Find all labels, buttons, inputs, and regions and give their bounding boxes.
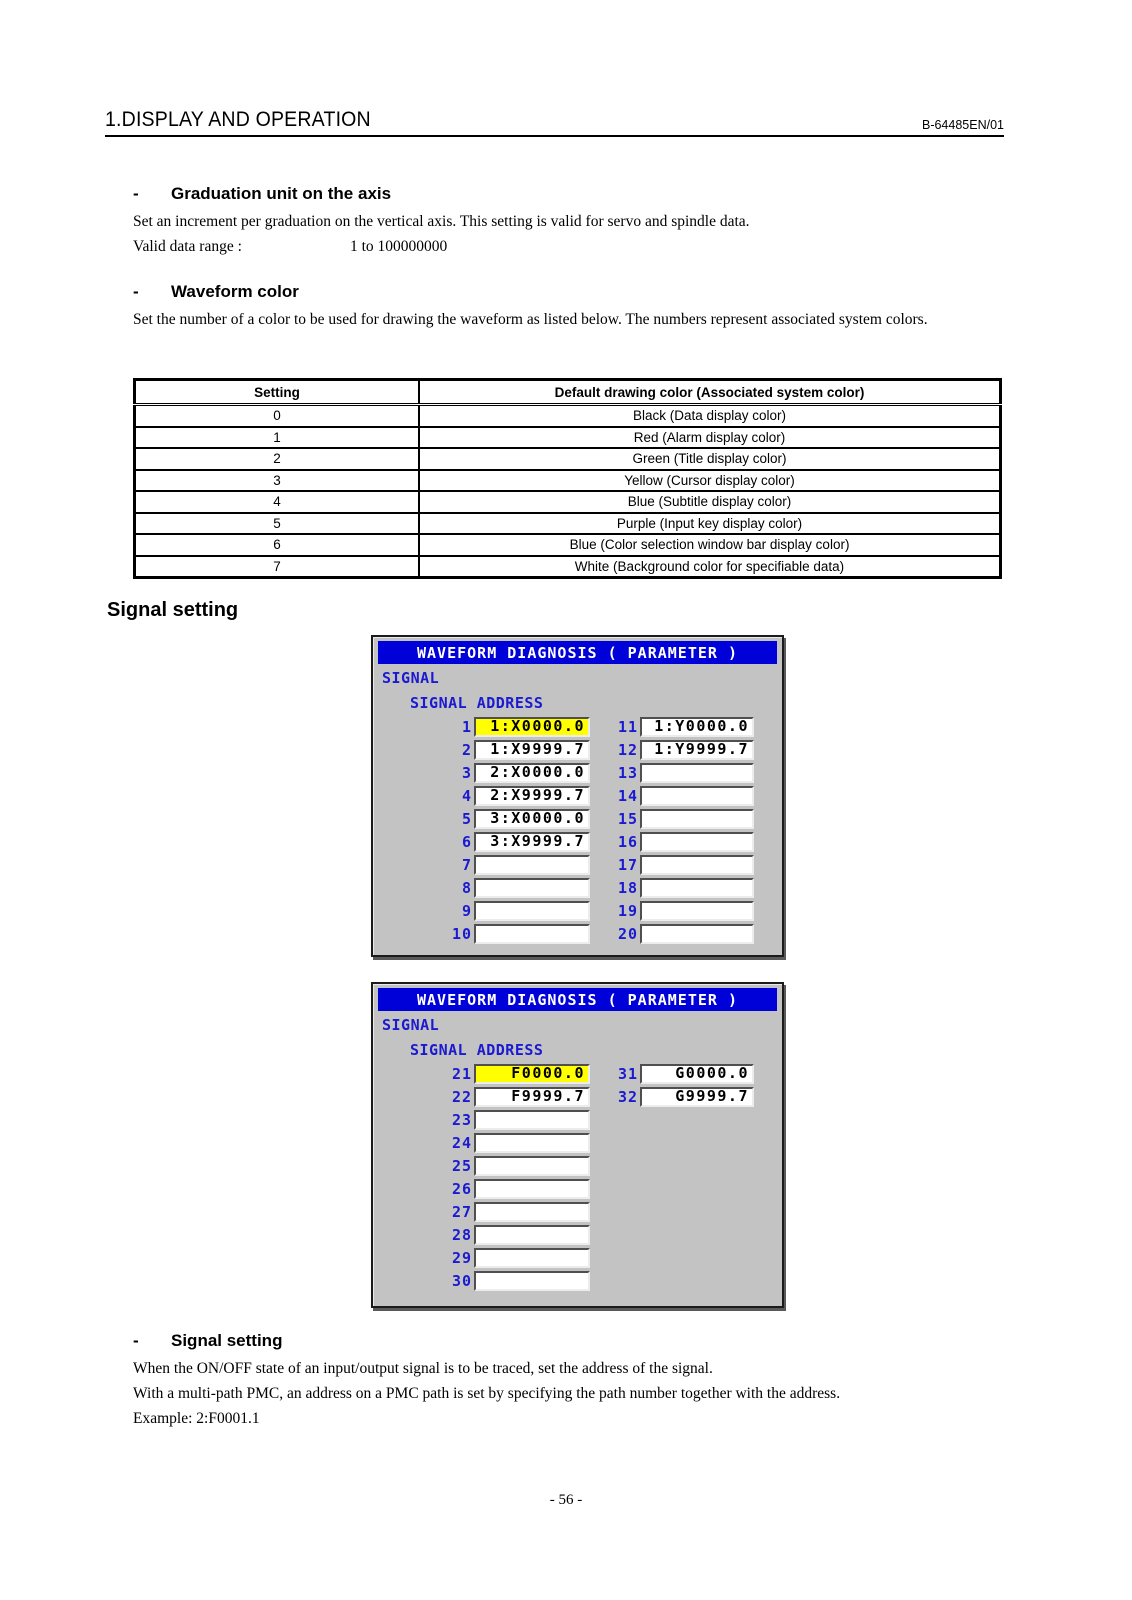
- signal-value-box[interactable]: [474, 1110, 590, 1130]
- signal-value-box[interactable]: [640, 878, 754, 898]
- signal-rows: [375, 717, 782, 944]
- table-row: [135, 427, 1001, 449]
- signal-number: 18: [617, 879, 638, 897]
- signal-row: [375, 878, 782, 898]
- section-body: Set an increment per graduation on the vertical axis. This setting is valid for servo and spindle data.: [133, 213, 750, 230]
- signal-number: 13: [617, 764, 638, 782]
- signal-value-box[interactable]: [640, 901, 754, 921]
- table-row: [135, 513, 1001, 535]
- signal-value-box[interactable]: G0000.0: [640, 1064, 754, 1084]
- table-row: [135, 556, 1001, 578]
- setting-cell: 1: [135, 427, 420, 449]
- signal-value-box[interactable]: [640, 763, 754, 783]
- table-header-row: [135, 380, 1001, 405]
- signal-value-box[interactable]: [474, 1248, 590, 1268]
- table-row: [135, 491, 1001, 513]
- heading-text: Signal setting: [171, 1331, 283, 1350]
- color-cell: Yellow (Cursor display color): [419, 470, 1001, 492]
- signal-value-box[interactable]: [474, 1271, 590, 1291]
- color-cell: Purple (Input key display color): [419, 513, 1001, 535]
- signal-value-box[interactable]: [474, 878, 590, 898]
- signal-number: 3: [461, 764, 472, 782]
- signal-address-label: SIGNAL ADDRESS: [410, 1041, 544, 1059]
- example-text: Example: 2:F0001.1: [133, 1410, 260, 1427]
- section-body: Set the number of a color to be used for drawing the waveform as listed below. The numbers represent associated system colors.: [133, 311, 928, 328]
- color-cell: White (Background color for specifiable data): [419, 556, 1001, 578]
- col-header-color: Default drawing color (Associated system color): [419, 380, 1001, 405]
- signal-number: 27: [451, 1203, 472, 1221]
- signal-value-box[interactable]: [474, 924, 590, 944]
- signal-value-box[interactable]: 1:Y0000.0: [640, 717, 754, 737]
- signal-number: 24: [451, 1134, 472, 1152]
- signal-value-box[interactable]: G9999.7: [640, 1087, 754, 1107]
- signal-value-box[interactable]: [474, 1156, 590, 1176]
- signal-row: [375, 855, 782, 875]
- waveform-color-table: [133, 378, 1002, 579]
- signal-number: 16: [617, 833, 638, 851]
- page-header: [105, 108, 1004, 137]
- chapter-title: 1.DISPLAY AND OPERATION: [105, 108, 371, 131]
- signal-value-box[interactable]: 2:X0000.0: [474, 763, 590, 783]
- signal-setting-heading: Signal setting: [107, 599, 239, 621]
- signal-number: 23: [451, 1111, 472, 1129]
- signal-number: 17: [617, 856, 638, 874]
- setting-cell: 5: [135, 513, 420, 535]
- setting-cell: 6: [135, 534, 420, 556]
- signal-value-box[interactable]: [640, 832, 754, 852]
- signal-row: [375, 1225, 782, 1245]
- signal-number: 11: [617, 718, 638, 736]
- section-graduation-unit: [133, 183, 1003, 259]
- signal-value-box[interactable]: 1:X9999.7: [474, 740, 590, 760]
- signal-number: 20: [617, 925, 638, 943]
- signal-number: 21: [451, 1065, 472, 1083]
- signal-number: 9: [461, 902, 472, 920]
- signal-row: [375, 1271, 782, 1291]
- signal-number: 26: [451, 1180, 472, 1198]
- signal-number: 1: [461, 718, 472, 736]
- color-cell: Red (Alarm display color): [419, 427, 1001, 449]
- setting-cell: 4: [135, 491, 420, 513]
- valid-data-range-row: [133, 234, 1003, 259]
- heading-dash: -: [133, 1331, 139, 1350]
- signal-row: [375, 1110, 782, 1130]
- signal-row: [375, 1202, 782, 1222]
- signal-number: 10: [451, 925, 472, 943]
- signal-value-box[interactable]: [640, 924, 754, 944]
- signal-number: 8: [461, 879, 472, 897]
- color-cell: Green (Title display color): [419, 448, 1001, 470]
- table-row: [135, 405, 1001, 427]
- signal-row: [375, 786, 782, 806]
- signal-number: 4: [461, 787, 472, 805]
- signal-label: SIGNAL: [382, 669, 440, 687]
- signal-number: 22: [451, 1088, 472, 1106]
- signal-row: [375, 1179, 782, 1199]
- signal-number: 30: [451, 1272, 472, 1290]
- screen-title-bar: WAVEFORM DIAGNOSIS ( PARAMETER ): [378, 988, 777, 1011]
- signal-value-box[interactable]: [474, 901, 590, 921]
- signal-value-box[interactable]: [474, 1179, 590, 1199]
- signal-value-box[interactable]: [474, 1202, 590, 1222]
- range-label: Valid data range :: [133, 238, 242, 255]
- signal-number: 28: [451, 1226, 472, 1244]
- heading-text: Waveform color: [171, 282, 299, 301]
- signal-row: [375, 1133, 782, 1153]
- table-row: [135, 534, 1001, 556]
- signal-row: [375, 717, 782, 737]
- signal-number: 2: [461, 741, 472, 759]
- section-signal-setting: [133, 1330, 1005, 1431]
- signal-row: [375, 809, 782, 829]
- signal-number: 6: [461, 833, 472, 851]
- signal-value-box[interactable]: [640, 786, 754, 806]
- signal-value-box[interactable]: [474, 1133, 590, 1153]
- signal-address-label: SIGNAL ADDRESS: [410, 694, 544, 712]
- signal-number: 25: [451, 1157, 472, 1175]
- section-waveform-color: [133, 281, 1003, 332]
- signal-row: [375, 924, 782, 944]
- signal-number: 31: [617, 1065, 638, 1083]
- setting-cell: 0: [135, 405, 420, 427]
- setting-cell: 7: [135, 556, 420, 578]
- signal-row: [375, 901, 782, 921]
- setting-cell: 3: [135, 470, 420, 492]
- signal-row: [375, 1087, 782, 1107]
- col-header-setting: Setting: [135, 380, 420, 405]
- doc-number: B-64485EN/01: [921, 118, 1004, 132]
- section-body-line1: When the ON/OFF state of an input/output signal is to be traced, set the address of the signal.: [133, 1360, 713, 1377]
- signal-value-box[interactable]: F0000.0: [474, 1064, 590, 1084]
- signal-value-box[interactable]: [474, 855, 590, 875]
- signal-value-box[interactable]: [640, 809, 754, 829]
- signal-row: [375, 763, 782, 783]
- signal-number: 7: [461, 856, 472, 874]
- signal-row: [375, 1248, 782, 1268]
- signal-value-box[interactable]: F9999.7: [474, 1087, 590, 1107]
- heading-text: Graduation unit on the axis: [171, 184, 392, 203]
- color-cell: Blue (Subtitle display color): [419, 491, 1001, 513]
- section-heading: [133, 183, 1003, 205]
- setting-cell: 2: [135, 448, 420, 470]
- signal-number: 32: [617, 1088, 638, 1106]
- signal-row: [375, 1156, 782, 1176]
- signal-number: 29: [451, 1249, 472, 1267]
- screen-title-bar: WAVEFORM DIAGNOSIS ( PARAMETER ): [378, 641, 777, 664]
- section-heading: [133, 1330, 1005, 1352]
- signal-value-box[interactable]: [640, 855, 754, 875]
- waveform-diagnosis-screen-1: [371, 635, 784, 957]
- color-cell: Black (Data display color): [419, 405, 1001, 427]
- waveform-diagnosis-screen-2: [371, 982, 784, 1308]
- color-cell: Blue (Color selection window bar display color): [419, 534, 1001, 556]
- signal-value-box[interactable]: 2:X9999.7: [474, 786, 590, 806]
- signal-label: SIGNAL: [382, 1016, 440, 1034]
- signal-value-box[interactable]: 3:X0000.0: [474, 809, 590, 829]
- signal-row: [375, 832, 782, 852]
- section-heading: [133, 281, 1003, 303]
- section-body-line2: With a multi-path PMC, an address on a PMC path is set by specifying the path number together with the address.: [133, 1385, 841, 1402]
- table-row: [135, 448, 1001, 470]
- page-number: - 56 -: [549, 1492, 583, 1508]
- heading-dash: -: [133, 282, 139, 301]
- signal-value-box[interactable]: [474, 1225, 590, 1245]
- signal-number: 12: [617, 741, 638, 759]
- signal-value-box[interactable]: 1:Y9999.7: [640, 740, 754, 760]
- signal-value-box[interactable]: 1:X0000.0: [474, 717, 590, 737]
- signal-rows: [375, 1064, 782, 1291]
- signal-row: [375, 740, 782, 760]
- table-row: [135, 470, 1001, 492]
- signal-number: 19: [617, 902, 638, 920]
- signal-number: 5: [461, 810, 472, 828]
- heading-dash: -: [133, 184, 139, 203]
- signal-number: 14: [617, 787, 638, 805]
- signal-value-box[interactable]: 3:X9999.7: [474, 832, 590, 852]
- range-value: 1 to 100000000: [350, 238, 448, 255]
- signal-row: [375, 1064, 782, 1084]
- signal-number: 15: [617, 810, 638, 828]
